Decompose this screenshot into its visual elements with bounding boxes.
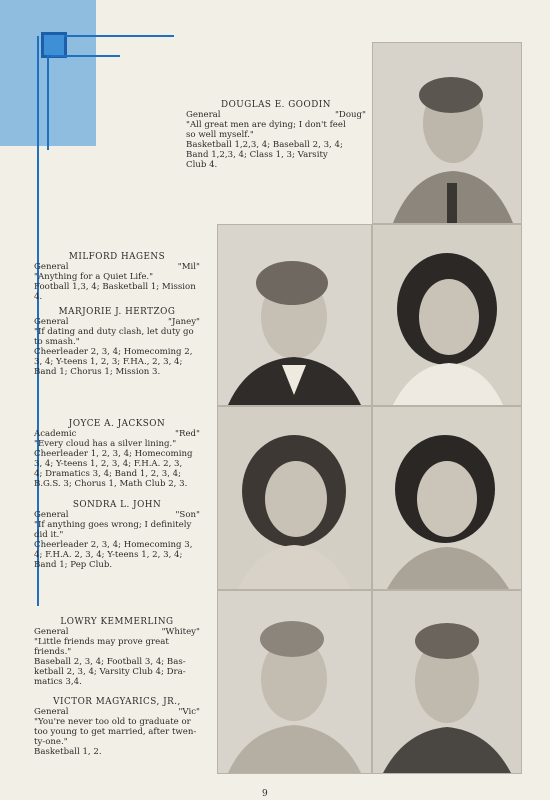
student-activities: Cheerleader 1, 2, 3, 4; Homecoming 3, 4; Y-teens 1, 2, 3, 4; F.H.A. 2, 3, 4; Dramatics 3, 4; Band 1, 2, 3, 4; B.G.S. 3; Chorus 1, Math Club 2, 3. [34,449,193,489]
student-name: SONDRA L. JOHN [72,500,162,510]
student-name: MILFORD HAGENS [68,252,166,262]
portrait-photo-goodin [372,42,522,224]
student-course: Academic [34,429,77,439]
student-name: MARJORIE J. HERTZOG [58,307,176,317]
student-entry-john [34,500,200,570]
student-quote: "If anything goes wrong; I definitely did it." [34,520,192,540]
student-entry-goodin [186,100,366,170]
student-quote: "All great men are dying; I don't feel so well myself." [186,120,346,140]
student-nickname: "Whitey" [161,627,200,637]
student-quote: "You're never too old to graduate or too young to get married, after twen- ty-one." [34,717,197,747]
student-name: LOWRY KEMMERLING [60,617,174,627]
student-nickname: "Son" [175,510,200,520]
ornament-inner-vertical-line [47,55,49,150]
student-quote: "If dating and duty clash, let duty go to smash." [34,327,194,347]
student-entry-hertzog [34,307,200,377]
student-course: General [34,627,69,637]
student-entry-kemmerling [34,617,200,687]
student-activities: Cheerleader 2, 3, 4; Homecoming 2, 3, 4; Y-teens 1, 2, 3; F.HA., 2, 3, 4; Band 1; Chorus 1; Mission 3. [34,347,193,377]
student-nickname: "Janey" [168,317,200,327]
student-name: VICTOR MAGYARICS, JR., [53,697,181,707]
ornament-top-line [64,35,174,37]
student-entry-magyarics [34,697,200,757]
student-nickname: "Doug" [334,110,366,120]
student-name: JOYCE A. JACKSON [68,419,166,429]
student-course: General [34,707,69,717]
student-nickname: "Red" [175,429,200,439]
portrait-photo-john [372,406,522,590]
student-quote: "Every cloud has a silver lining." [34,439,177,449]
student-name: DOUGLAS E. GOODIN [221,100,331,110]
student-activities: Baseball 2, 3, 4; Football 3, 4; Bas- ketball 2, 3, 4; Varsity Club 4; Dra- matics 3,4. [34,657,186,687]
page-number: 9 [262,789,268,799]
student-nickname: "Mil" [177,262,200,272]
portrait-photo-magyarics [372,590,522,774]
portrait-photo-jackson [217,406,372,590]
portrait-photo-hagens [217,224,372,406]
student-nickname: "Vic" [178,707,200,717]
student-quote: "Anything for a Quiet Life." [34,272,154,282]
portrait-photo-kemmerling [217,590,372,774]
student-activities: Basketball 1, 2. [34,747,102,757]
student-activities: Basketball 1,2,3, 4; Baseball 2, 3, 4; Band 1,2,3, 4; Class 1, 3; Varsity Club 4. [186,140,343,170]
student-activities: Football 1,3, 4; Basketball 1; Mission 4. [34,282,196,302]
student-course: General [34,510,69,520]
student-course: General [34,262,69,272]
student-entry-jackson [34,419,200,489]
student-course: General [186,110,221,120]
student-course: General [34,317,69,327]
student-activities: Cheerleader 2, 3, 4; Homecoming 3, 4; F.H.A. 2, 3, 4; Y-teens 1, 2, 3, 4; Band 1; Pep Club. [34,540,193,570]
student-entry-hagens [34,252,200,302]
portrait-photo-hertzog [372,224,522,406]
ornament-second-line [50,55,120,57]
student-quote: "Little friends may prove great friends." [34,637,169,657]
